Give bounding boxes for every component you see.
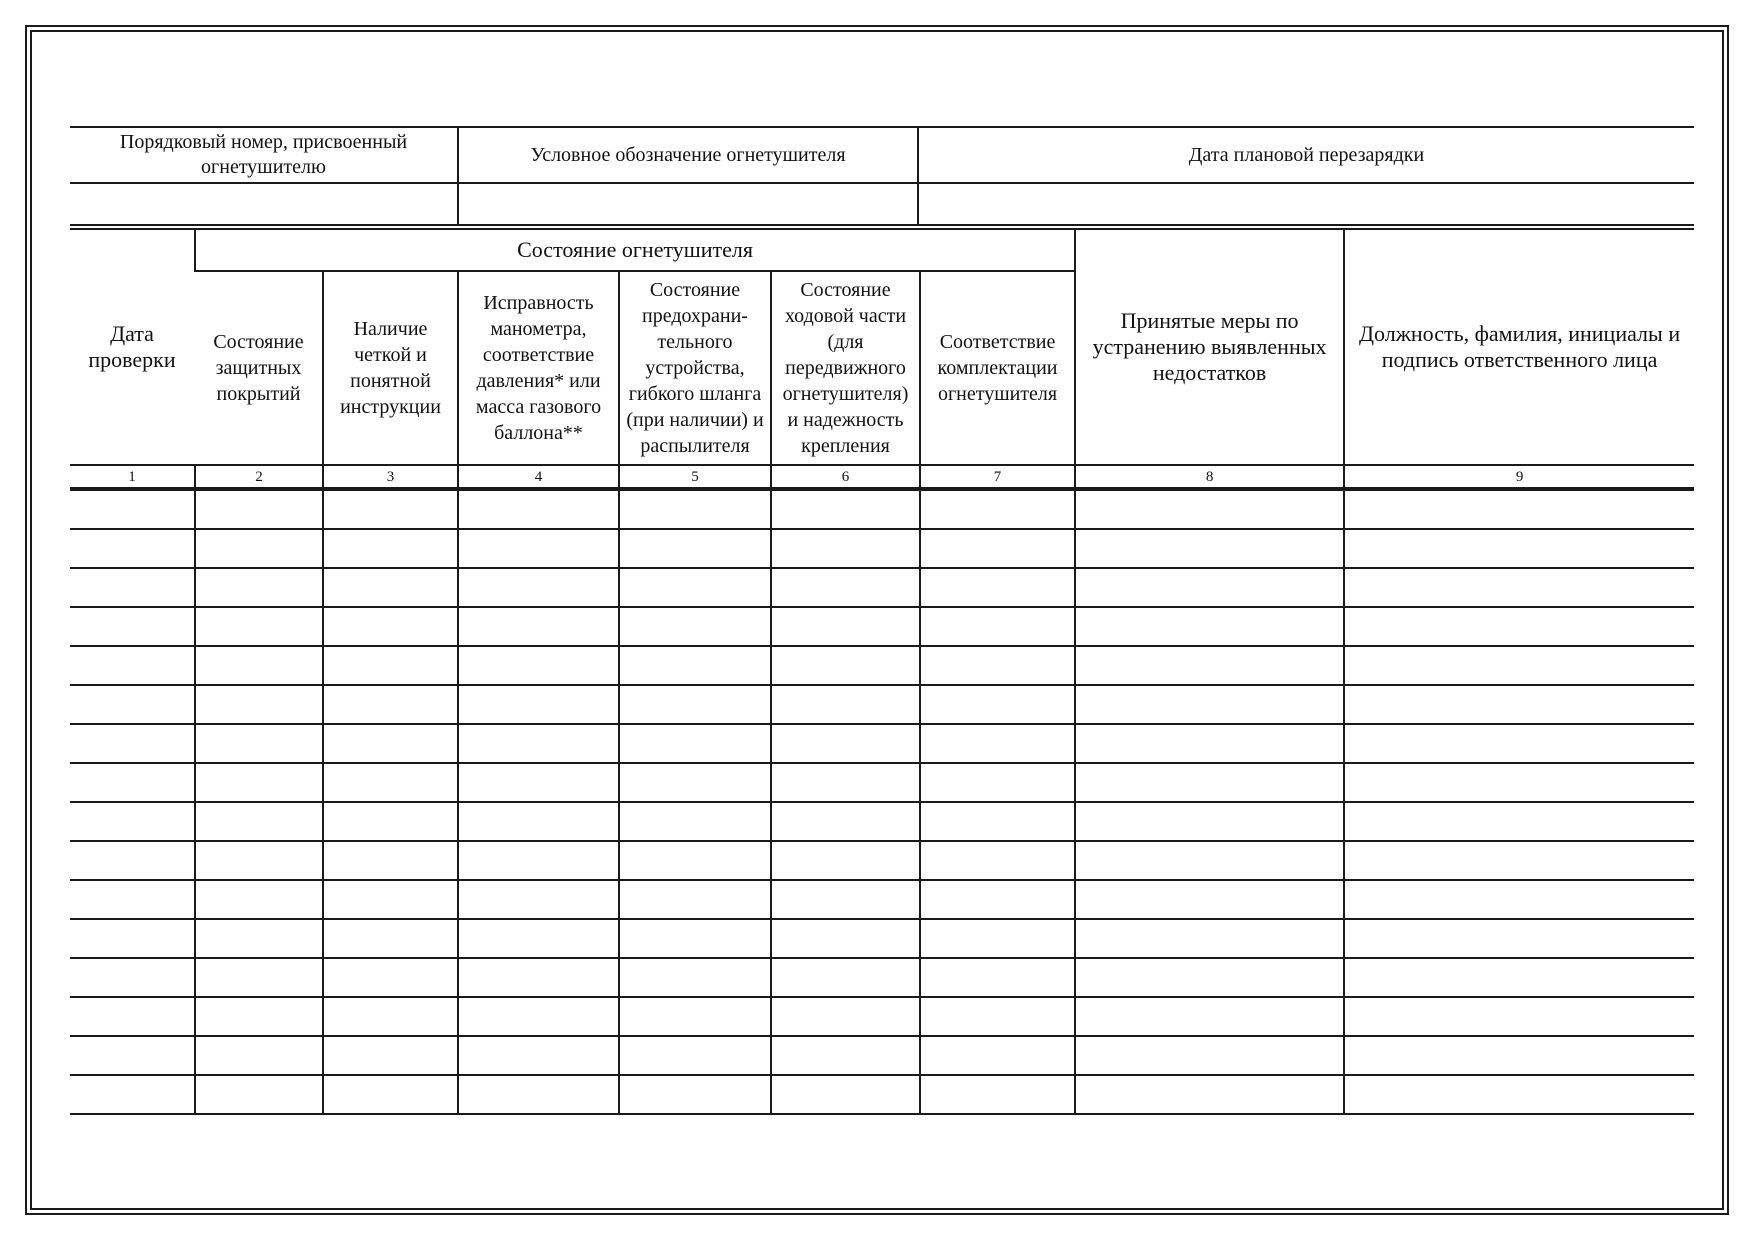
log-cell[interactable]: [1344, 958, 1694, 997]
column-number: 6: [771, 465, 920, 489]
log-cell[interactable]: [1075, 685, 1344, 724]
log-cell[interactable]: [195, 802, 323, 841]
log-cell[interactable]: [1075, 724, 1344, 763]
log-cell[interactable]: [619, 802, 771, 841]
log-cell[interactable]: [1075, 880, 1344, 919]
header-serial-number: Порядковый номер, присвоенный огнетушителю: [70, 127, 458, 183]
log-cell[interactable]: [323, 763, 458, 802]
log-cell[interactable]: [458, 880, 619, 919]
log-cell[interactable]: [619, 958, 771, 997]
log-cell[interactable]: [920, 997, 1075, 1036]
log-cell[interactable]: [771, 802, 920, 841]
log-cell[interactable]: [70, 646, 195, 685]
extinguisher-designation-field[interactable]: [458, 183, 918, 225]
log-cell[interactable]: [619, 646, 771, 685]
log-cell[interactable]: [771, 724, 920, 763]
log-cell[interactable]: [458, 607, 619, 646]
log-cell[interactable]: [323, 646, 458, 685]
log-cell[interactable]: [1344, 1036, 1694, 1075]
log-cell[interactable]: [195, 763, 323, 802]
log-cell[interactable]: [323, 997, 458, 1036]
log-row: [70, 763, 1694, 802]
log-cell[interactable]: [458, 489, 619, 529]
log-row: [70, 607, 1694, 646]
log-cell[interactable]: [70, 489, 195, 529]
log-cell[interactable]: [920, 802, 1075, 841]
col-header-responsible-person: Должность, фамилия, инициалы и подпись ответственного лица: [1344, 229, 1694, 465]
log-row: [70, 919, 1694, 958]
log-cell[interactable]: [323, 880, 458, 919]
log-cell[interactable]: [771, 880, 920, 919]
log-cell[interactable]: [619, 997, 771, 1036]
log-cell[interactable]: [195, 607, 323, 646]
log-cell[interactable]: [323, 724, 458, 763]
log-cell[interactable]: [1075, 646, 1344, 685]
log-cell[interactable]: [1344, 489, 1694, 529]
log-cell[interactable]: [458, 568, 619, 607]
log-cell[interactable]: [619, 1075, 771, 1114]
log-cell[interactable]: [920, 880, 1075, 919]
log-cell[interactable]: [195, 841, 323, 880]
log-cell[interactable]: [920, 1036, 1075, 1075]
group-header-extinguisher-condition: Состояние огнетушителя: [195, 229, 1075, 271]
col-header-protective-coating: Состояние защитных покрытий: [213, 331, 304, 405]
log-cell[interactable]: [920, 529, 1075, 568]
log-cell[interactable]: [323, 489, 458, 529]
log-cell[interactable]: [323, 529, 458, 568]
log-cell[interactable]: [920, 919, 1075, 958]
column-number: 9: [1344, 465, 1694, 489]
log-cell[interactable]: [920, 685, 1075, 724]
log-cell[interactable]: [70, 1036, 195, 1075]
log-cell[interactable]: [619, 880, 771, 919]
log-cell[interactable]: [1344, 607, 1694, 646]
log-row: [70, 685, 1694, 724]
log-cell[interactable]: [771, 489, 920, 529]
log-cell[interactable]: [771, 1036, 920, 1075]
log-cell[interactable]: [771, 685, 920, 724]
log-cell[interactable]: [1344, 685, 1694, 724]
log-cell[interactable]: [1344, 724, 1694, 763]
log-cell[interactable]: [920, 568, 1075, 607]
log-cell[interactable]: [619, 724, 771, 763]
log-cell[interactable]: [771, 529, 920, 568]
column-number: 7: [920, 465, 1075, 489]
log-cell[interactable]: [195, 958, 323, 997]
log-cell[interactable]: [771, 646, 920, 685]
log-row: [70, 489, 1694, 529]
log-cell[interactable]: [70, 607, 195, 646]
log-cell[interactable]: [920, 646, 1075, 685]
log-cell[interactable]: [771, 919, 920, 958]
log-cell[interactable]: [619, 529, 771, 568]
log-cell[interactable]: [1075, 529, 1344, 568]
log-cell[interactable]: [70, 1075, 195, 1114]
log-cell[interactable]: [458, 919, 619, 958]
log-cell[interactable]: [1075, 607, 1344, 646]
log-cell[interactable]: [195, 724, 323, 763]
log-row: [70, 1036, 1694, 1075]
log-cell[interactable]: [70, 724, 195, 763]
inspection-log-table: [70, 228, 1694, 1115]
log-cell[interactable]: [771, 607, 920, 646]
log-cell[interactable]: [70, 802, 195, 841]
log-cell[interactable]: [920, 763, 1075, 802]
inspection-form: [70, 126, 1694, 1115]
log-cell[interactable]: [458, 1075, 619, 1114]
log-cell[interactable]: [771, 841, 920, 880]
log-cell[interactable]: [1344, 529, 1694, 568]
log-row: [70, 724, 1694, 763]
log-cell[interactable]: [323, 958, 458, 997]
log-row: [70, 1075, 1694, 1114]
column-number-row: [70, 465, 1694, 489]
log-cell[interactable]: [1344, 841, 1694, 880]
log-cell[interactable]: [1344, 646, 1694, 685]
log-cell[interactable]: [1075, 997, 1344, 1036]
column-number: 1: [70, 465, 195, 489]
log-cell[interactable]: [195, 1075, 323, 1114]
column-number: 5: [619, 465, 771, 489]
log-cell[interactable]: [323, 919, 458, 958]
log-row: [70, 841, 1694, 880]
log-cell[interactable]: [1075, 763, 1344, 802]
log-cell[interactable]: [195, 997, 323, 1036]
column-number: 8: [1075, 465, 1344, 489]
log-cell[interactable]: [771, 958, 920, 997]
log-cell[interactable]: [920, 607, 1075, 646]
col-header-completeness: Соответствие комплектации огнетушителя: [920, 271, 1075, 465]
log-cell[interactable]: [458, 997, 619, 1036]
extinguisher-info-table: [70, 126, 1694, 226]
log-cell[interactable]: [1075, 958, 1344, 997]
log-cell[interactable]: [1344, 802, 1694, 841]
col-header-running-gear: Состояние ходовой части (для передвижного огнетушителя) и надежность крепления: [771, 271, 920, 465]
log-cell[interactable]: [458, 529, 619, 568]
log-cell[interactable]: [1344, 997, 1694, 1036]
log-cell[interactable]: [920, 489, 1075, 529]
log-cell[interactable]: [1075, 489, 1344, 529]
log-cell[interactable]: [70, 685, 195, 724]
col-header-safety-device: Состояние предохрани-тельного устройства, гибкого шланга (при наличии) и распылителя: [619, 271, 771, 465]
log-cell[interactable]: [70, 880, 195, 919]
log-cell[interactable]: [195, 1036, 323, 1075]
col-header-measures-taken: Принятые меры по устранению выявленных недостатков: [1075, 229, 1344, 465]
log-cell[interactable]: [619, 1036, 771, 1075]
log-cell[interactable]: [920, 1075, 1075, 1114]
log-cell[interactable]: [323, 568, 458, 607]
log-cell[interactable]: [619, 489, 771, 529]
col-header-instructions: Наличие четкой и понятной инструкции: [323, 271, 458, 465]
log-row: [70, 880, 1694, 919]
log-cell[interactable]: [1075, 1036, 1344, 1075]
log-cell[interactable]: [70, 997, 195, 1036]
log-cell[interactable]: [70, 568, 195, 607]
log-cell[interactable]: [195, 568, 323, 607]
log-cell[interactable]: [323, 607, 458, 646]
log-cell[interactable]: [1344, 763, 1694, 802]
log-cell[interactable]: [771, 568, 920, 607]
log-row: [70, 568, 1694, 607]
log-cell[interactable]: [920, 958, 1075, 997]
log-row: [70, 958, 1694, 997]
log-cell[interactable]: [458, 958, 619, 997]
log-cell[interactable]: [323, 1075, 458, 1114]
serial-number-field[interactable]: [70, 183, 458, 225]
log-cell[interactable]: [619, 919, 771, 958]
log-cell[interactable]: [458, 763, 619, 802]
log-cell[interactable]: [323, 685, 458, 724]
log-cell[interactable]: [323, 841, 458, 880]
log-cell[interactable]: [458, 646, 619, 685]
col-header-check-date: Дата проверки: [70, 229, 195, 465]
log-cell[interactable]: [619, 568, 771, 607]
log-cell[interactable]: [1075, 802, 1344, 841]
column-number: 4: [458, 465, 619, 489]
column-number: 2: [195, 465, 323, 489]
header-recharge-date: Дата плановой перезарядки: [918, 127, 1694, 183]
log-row: [70, 802, 1694, 841]
log-cell[interactable]: [458, 841, 619, 880]
log-cell[interactable]: [920, 841, 1075, 880]
log-cell[interactable]: [70, 919, 195, 958]
log-cell[interactable]: [619, 841, 771, 880]
log-cell[interactable]: [619, 607, 771, 646]
log-cell[interactable]: [70, 763, 195, 802]
log-cell[interactable]: [619, 685, 771, 724]
log-cell[interactable]: [1075, 1075, 1344, 1114]
log-cell[interactable]: [70, 529, 195, 568]
column-number: 3: [323, 465, 458, 489]
log-cell[interactable]: [1075, 919, 1344, 958]
log-row: [70, 646, 1694, 685]
log-cell[interactable]: [195, 919, 323, 958]
log-row: [70, 529, 1694, 568]
log-cell[interactable]: [1075, 568, 1344, 607]
log-cell[interactable]: [323, 802, 458, 841]
log-cell[interactable]: [195, 529, 323, 568]
log-cell[interactable]: [195, 489, 323, 529]
log-cell[interactable]: [920, 724, 1075, 763]
log-cell[interactable]: [1344, 568, 1694, 607]
log-cell[interactable]: [619, 763, 771, 802]
log-cell[interactable]: [195, 685, 323, 724]
log-cell[interactable]: [771, 763, 920, 802]
log-cell[interactable]: [1344, 1075, 1694, 1114]
log-cell[interactable]: [1344, 919, 1694, 958]
log-row: [70, 997, 1694, 1036]
recharge-date-field[interactable]: [918, 183, 1694, 225]
header-extinguisher-designation: Условное обозначение огнетушителя: [458, 127, 918, 183]
log-cell[interactable]: [1075, 841, 1344, 880]
log-cell[interactable]: [458, 685, 619, 724]
log-cell[interactable]: [70, 841, 195, 880]
log-cell[interactable]: [458, 1036, 619, 1075]
log-cell[interactable]: [70, 958, 195, 997]
log-cell[interactable]: [323, 1036, 458, 1075]
log-cell[interactable]: [458, 802, 619, 841]
log-cell[interactable]: [771, 997, 920, 1036]
log-cell[interactable]: [771, 1075, 920, 1114]
col-header-pressure-gauge: Исправность манометра, соответствие давления* или масса газового баллона**: [458, 271, 619, 465]
log-rows: [70, 489, 1694, 1114]
log-cell[interactable]: [195, 646, 323, 685]
log-cell[interactable]: [195, 880, 323, 919]
log-cell[interactable]: [458, 724, 619, 763]
log-cell[interactable]: [1344, 880, 1694, 919]
